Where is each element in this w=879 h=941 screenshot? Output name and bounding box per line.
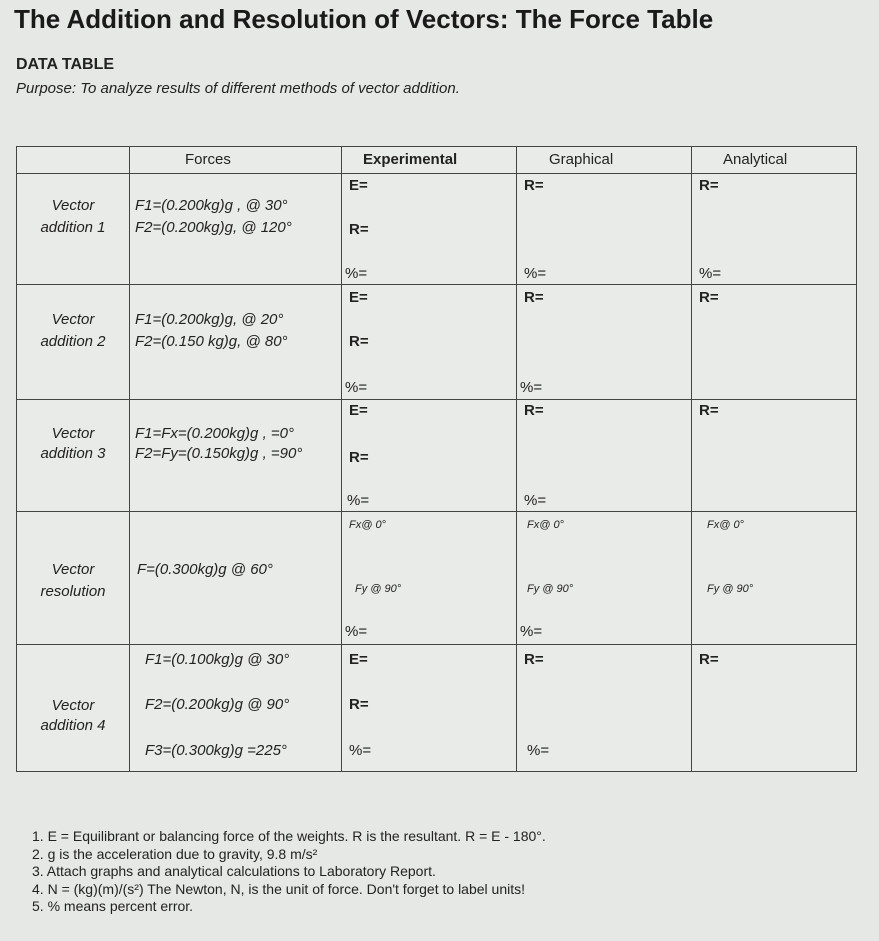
graph-r: R= — [524, 177, 544, 194]
header-experimental: Experimental — [363, 151, 458, 168]
force-1: F1=(0.100kg)g @ 30° — [145, 651, 290, 668]
divider — [691, 147, 692, 771]
row-label: addition 3 — [40, 445, 106, 462]
note: 5. % means percent error. — [32, 898, 194, 914]
exp-percent: %= — [345, 623, 368, 640]
exp-percent: %= — [347, 492, 370, 509]
anal-r: R= — [699, 402, 719, 419]
force-2: F2=(0.200kg)g, @ 120° — [135, 219, 292, 236]
header-forces: Forces — [185, 151, 231, 168]
exp-r: R= — [349, 449, 369, 466]
graph-r: R= — [524, 289, 544, 306]
graph-fy: Fy @ 90° — [527, 583, 574, 595]
anal-r: R= — [699, 651, 719, 668]
divider — [516, 147, 517, 771]
exp-percent: %= — [349, 742, 372, 759]
purpose-text: Purpose: To analyze results of different methods of vector addition. — [16, 80, 460, 97]
force-1: F1=(0.200kg)g , @ 30° — [135, 197, 288, 214]
header-graphical: Graphical — [549, 151, 614, 168]
divider — [17, 284, 856, 285]
note: 3. Attach graphs and analytical calculations to Laboratory Report. — [32, 863, 436, 879]
row-label: Vector — [51, 197, 95, 214]
exp-e: E= — [349, 289, 368, 306]
exp-r: R= — [349, 333, 369, 350]
anal-r: R= — [699, 177, 719, 194]
row-label: Vector — [51, 561, 95, 578]
graph-percent: %= — [524, 492, 547, 509]
graph-r: R= — [524, 651, 544, 668]
note: 1. E = Equilibrant or balancing force of the weights. R is the resultant. R = E - 180°. — [32, 828, 546, 844]
data-table — [16, 146, 857, 772]
force-3: F3=(0.300kg)g =225° — [145, 742, 287, 759]
row-label: addition 4 — [40, 717, 106, 734]
force-2: F2=(0.150 kg)g, @ 80° — [135, 333, 288, 350]
exp-r: R= — [349, 696, 369, 713]
divider — [17, 173, 856, 174]
section-heading: DATA TABLE — [16, 56, 115, 73]
note: 4. N = (kg)(m)/(s²) The Newton, N, is the unit of force. Don't forget to label units! — [32, 880, 525, 897]
row-label: Vector — [51, 311, 95, 328]
divider — [17, 644, 856, 645]
graph-percent: %= — [527, 742, 550, 759]
exp-r: R= — [349, 221, 369, 238]
row-label: Vector — [51, 697, 95, 714]
divider — [129, 147, 130, 771]
exp-e: E= — [349, 177, 368, 194]
exp-e: E= — [349, 402, 368, 419]
exp-percent: %= — [345, 379, 368, 396]
row-label: addition 2 — [40, 333, 106, 350]
graph-fx: Fx@ 0° — [527, 519, 564, 531]
force: F=(0.300kg)g @ 60° — [137, 561, 273, 578]
force-1: F1=Fx=(0.200kg)g , =0° — [135, 425, 295, 442]
row-label: Vector — [51, 425, 95, 442]
divider — [341, 147, 342, 771]
notes-list — [32, 828, 546, 916]
page-title: The Addition and Resolution of Vectors: The Force Table — [14, 4, 714, 34]
graph-r: R= — [524, 402, 544, 419]
row-label: resolution — [40, 583, 106, 600]
exp-e: E= — [349, 651, 368, 668]
row-label: addition 1 — [40, 219, 106, 236]
graph-percent: %= — [520, 623, 543, 640]
exp-fx: Fx@ 0° — [349, 519, 386, 531]
divider — [17, 511, 856, 512]
graph-percent: %= — [520, 379, 543, 396]
note: 2. g is the acceleration due to gravity, 9.8 m/s² — [32, 845, 318, 862]
anal-r: R= — [699, 289, 719, 306]
anal-percent: %= — [699, 265, 722, 282]
header-analytical: Analytical — [723, 151, 788, 168]
force-2: F2=(0.200kg)g @ 90° — [145, 696, 290, 713]
anal-fy: Fy @ 90° — [707, 583, 754, 595]
divider — [17, 399, 856, 400]
force-1: F1=(0.200kg)g, @ 20° — [135, 311, 284, 328]
force-2: F2=Fy=(0.150kg)g , =90° — [135, 445, 303, 462]
anal-fx: Fx@ 0° — [707, 519, 744, 531]
graph-percent: %= — [524, 265, 547, 282]
exp-percent: %= — [345, 265, 368, 282]
exp-fy: Fy @ 90° — [355, 583, 402, 595]
